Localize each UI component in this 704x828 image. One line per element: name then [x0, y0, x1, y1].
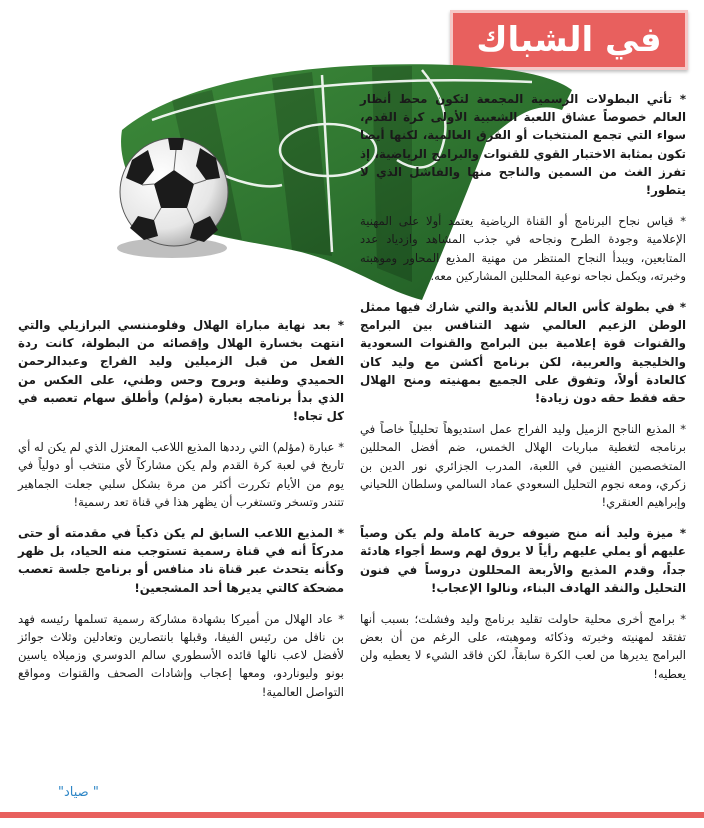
bottom-divider: [0, 812, 704, 818]
paragraph: * بعد نهاية مباراة الهلال وفلومننسي البرازيلي والتي انتهت بخسارة الهلال وإقصائه من البطولة، كانت ردة الفعل من قبل الزميلين وليد الفراج وعبدالرحمن الحميدي وطنية وبروح وحس وطني، على العكس من الذي بدأ برنامجه بعبارة (مؤلم) وأطلق سهام تعصبه في كل تجاه!: [18, 318, 344, 424]
paragraph: * عاد الهلال من أميركا بشهادة مشاركة رسمية تسلمها رئيسه فهد بن نافل من رئيس الفيفا، وقبلها بانتصارين وتعادلين وثلاث جوائز لأفضل لاعب نالها قائده الأسطوري سالم الدوسري وزميلاه ياسين بونو وليوناردو، ومعها إعجاب وإشادات الصحف والقنوات ومواقع التواصل العالمية!: [18, 611, 344, 699]
paragraph: * قياس نجاح البرنامج أو القناة الرياضية يعتمد أولا على المهنية الإعلامية وجودة الطرح ونجاحه في جذب المشاهد وازدياد عدد المتابعين، ويبدأ النجاح المنتظر من مهنية المذيع المحاور وموهبته وخبرته، ويكمل نجاحه نوعية المحللين المشاركين معه.: [360, 214, 686, 283]
paragraph: * ميزة وليد أنه منح ضيوفه حرية كاملة ولم يكن وصياً عليهم أو يملي عليهم رأياً لا يروق لهم وسط أجواء هادئة جداً، وقدم المذيع والأربعة المحللون دروساً في فنون التحليل والنقد الهادف البناء، ونالوا الإعجاب!: [360, 526, 686, 595]
author-signature: " صياد": [58, 785, 99, 800]
paragraph: * المذيع الناجح الزميل وليد الفراج عمل استديوهاً تحليلياً خاصاً في برنامجه لتغطية مباريات الهلال الخمس، ضم أفضل المحللين المتخصصين الفنيين في اللعبة، المدرب الجزائري نور الدين بن زكري، ومعه نجوم التحليل السعودي عماد السالمي وسلطان اللحياني وإبراهيم العنقري!: [360, 422, 686, 510]
paragraph: * عبارة (مؤلم) التي رددها المذيع اللاعب المعتزل الذي لم يكن له أي تاريخ في لعبة كرة القدم ولم يكن مشاركاً لأي منتخب أو دولياً في يوم من الأيام تكررت أكثر من مرة بشكل سلبي جعلت الجماهير تتندر وتسخر وتستغرب أن يظهر هذا في قناة تعد رسمية!: [18, 440, 344, 509]
paragraph: * برامج أخرى محلية حاولت تقليد برنامج وليد وفشلت؛ بسبب أنها تفتقد لمهنيته وخبرته وذكائه وموهبته، على الرغم من أن بعض البرامج يديرها من لعب الكرة سابقاً، لكن فاقد الشيء لا يعطيه ولن يعطيه!: [360, 612, 686, 681]
paragraph: * المذيع اللاعب السابق لم يكن ذكياً في مقدمته أو حتى مدركاً أنه في قناة رسمية تستوجب منه الحياد، بل ظهر وكأنه يتحدث عبر قناة ناد منافس أو برنامج جلسة تعصب مضحكة كالتي يديرها أحد المشجعين!: [18, 526, 344, 595]
left-column: [18, 316, 344, 714]
paragraph: * تأتي البطولات الرسمية المجمعة لتكون محط أنظار العالم خصوصاً عشاق اللعبة الشعبية الأولى كرة القدم، سواء التي تجمع المنتخبات أو الفرق العالمية، لكنها أيضا تكون بمثابة الاختبار القوي للقنوات والبرامج الرياضية، إذ تفرز الغث من السمين والناجح منها والفاشل الذي لا يتطور!: [360, 92, 686, 198]
soccer-ball-icon: [120, 138, 228, 246]
section-title: في الشباك: [476, 20, 662, 60]
right-column: [360, 90, 686, 696]
paragraph: * في بطولة كأس العالم للأندية والتي شارك فيها ممثل الوطن الزعيم العالمي شهد التنافس بين البرامج والقنوات قوة إعلامية بين البرامج والقنوات السعودية والخليجية والعربية، لكن برنامج أكشن مع وليد كان كالعادة أولاً، وتفوق على الجميع بمهنيته ومنح الهلال حقه فقط حقه دون زيادة!: [360, 300, 686, 406]
